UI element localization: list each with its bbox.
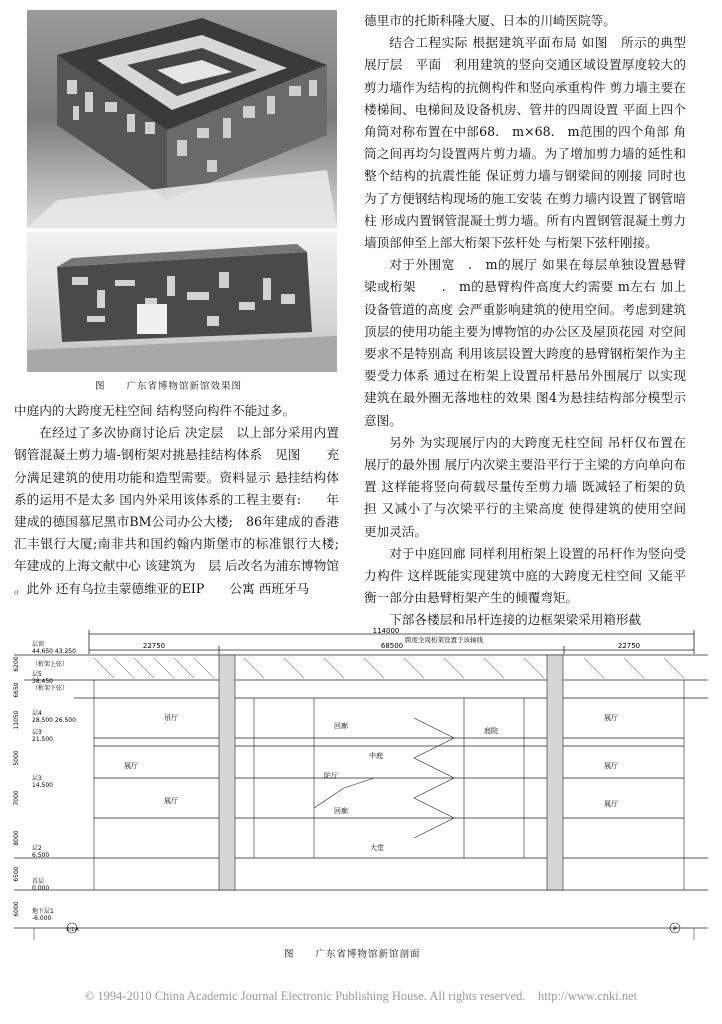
- figure1-caption: 图 广东省博物馆新馆效果图: [95, 381, 243, 392]
- left-paragraph: 中庭内的大跨度无柱空间 结构竖向构件不能过多。: [14, 403, 296, 418]
- level-name: 层2: [32, 845, 42, 852]
- level-elev: 38.450: [32, 678, 53, 685]
- room-label: 展厅: [604, 714, 618, 722]
- figure2-caption: 图 广东省博物馆新馆剖面: [284, 949, 421, 960]
- level-elev: 14.500: [32, 782, 53, 789]
- left-paragraph: 在经过了多次协商讨论后 决定层 以上部分采用内置钢管混凝土剪力墙-钢桁架对挑悬挂结构体系 见图 充分满足建筑的使用功能和造型需要。资料显示 悬挂结构体系的运用不是太多 国内外采用该体系的工程主要有: 年建成的德国慕尼黑市BM公司办公大楼; 86年建成的香港汇丰银行大厦;南非共和国约翰内斯堡市的标准银行大楼; 年建成的上海文献中心 该建筑为 层 后改名为浦东博物馆 。此外 还有乌拉圭蒙德维亚的EIP 公寓 西班牙马: [14, 425, 365, 596]
- room-label: 展厅: [124, 762, 138, 770]
- level-name: 层4: [32, 710, 42, 717]
- left-dim: 5000: [13, 750, 20, 766]
- room-label: 大堂: [370, 844, 384, 852]
- rendering-aerial-image: [27, 10, 337, 228]
- rendering-elevation-image: [27, 232, 337, 372]
- room-label: 展厅: [604, 800, 618, 808]
- level-name: （桁架上弦）: [32, 661, 69, 668]
- level-name: 层5: [32, 671, 42, 678]
- grid-left-label: ①①A: [65, 927, 79, 933]
- level-elev: 6.500: [32, 852, 50, 859]
- dim-total: 114000: [372, 627, 400, 635]
- right-paragraph: 结合工程实际 根据建筑平面布局 如图 所示的典型展厅层 平面 利用建筑的竖向交通区域设置厚度较大的剪力墙作为结构的抗侧构件和竖向承重构件 剪力墙主要在楼梯间、电梯间及设备机房、管井的四周设置 平面上四个角筒对称布置在中部68. m×68. m范围的四个角部 角筒之间再均匀设置两片剪力墙。为了增加剪力墙的延性和整个结构的抗震性能 保证剪力墙与钢梁间的刚接 同时也为了方便钢结构现场的施工安装 在剪力墙内设置了钢管暗柱 形成内置钢管混凝土剪力墙。所有内置钢管混凝土剪力墙顶部伸至上部大桁架下弦杆处 与桁架下弦杆刚接。: [364, 35, 686, 251]
- room-label: 庭院: [484, 727, 498, 735]
- room-label: 中庭: [369, 752, 383, 760]
- left-dim: 6000: [13, 901, 20, 917]
- left-dim: 11050: [13, 710, 20, 730]
- room-label: 回廊: [334, 807, 348, 815]
- room-label: 展厅: [164, 797, 178, 805]
- room-label: 吊厅: [164, 714, 178, 722]
- level-elev: 28.500 26.500: [32, 717, 76, 724]
- room-label: 陀厅: [324, 772, 338, 780]
- level-elev: 0.000: [32, 885, 50, 892]
- left-dim: 6650: [13, 682, 20, 698]
- room-label: 回廊: [334, 722, 348, 730]
- left-dim: 7000: [13, 790, 20, 806]
- level-name: 首层: [32, 878, 45, 885]
- dim-left: 22750: [142, 642, 166, 650]
- grid-right-label: P: [673, 925, 677, 933]
- truss-label: 跨度全周桁架设置于该轴线: [405, 636, 483, 644]
- right-paragraph: 另外 为实现展厅内的大跨度无柱空间 吊杆仅布置在展厅的最外围 展厅内次梁主要沿平行于主梁的方向单向布置 这样能将竖向荷载尽量传至剪力墙 既减轻了桁架的负担 又减小了与次梁平行的主梁高度 使得建筑的使用空间更加灵活。: [364, 434, 686, 539]
- left-dim: 8000: [13, 830, 20, 846]
- level-elev: 44.650 43.250: [32, 648, 76, 655]
- level-name: 层顶: [32, 641, 45, 648]
- room-label: 展厅: [604, 762, 618, 770]
- museum-section-drawing: [14, 628, 708, 933]
- right-paragraph: 对于外围宽 . m的展厅 如果在每层单独设置悬臂梁或桁架 . m的悬臂构件高度大约需要 m左右 加上设备管道的高度 会严重影响建筑的使用空间。考虑到建筑顶层的使用功能主要为博物馆的办公区及屋顶花园 对空间要求不是特别高 利用该层设置大跨度的悬臂钢桁架作为主要受力体系 通过在桁架上设置吊杆悬吊外围展厅 以实现建筑在最外圈无落地柱的效果 图4为悬挂结构部分模型示意图。: [364, 257, 686, 428]
- right-paragraph: 下部各楼层和吊杆连接的边框架梁采用箱形截: [389, 612, 642, 628]
- museum-rendering-figure: [27, 10, 337, 370]
- copyright-footer: © 1994-2010 China Academic Journal Electronic Publishing House. All rights reserved. http://www.cnki.net: [84, 989, 638, 1003]
- right-paragraph: 对于中庭回廊 同样利用桁架上设置的吊杆作为竖向受力构件 这样既能实现建筑中庭的大跨度无柱空间 又能平衡一部分由悬臂桁架产生的倾覆弯矩。: [364, 545, 686, 606]
- level-elev: -6.000: [32, 915, 52, 922]
- level-name: （桁架下弦）: [32, 685, 69, 692]
- right-paragraph: 德里市的托斯科隆大厦、日本的川崎医院等。: [364, 13, 616, 28]
- left-dim: 6500: [13, 866, 20, 882]
- dim-right: 22750: [617, 642, 641, 650]
- right-text-column: [364, 10, 686, 632]
- left-dim: 6200: [13, 656, 20, 672]
- level-elev: 21.500: [32, 736, 53, 743]
- level-name: 层3: [32, 775, 42, 782]
- left-text-column: [14, 400, 365, 600]
- level-name: 地下层1: [32, 908, 54, 915]
- dim-middle: 68500: [380, 642, 404, 650]
- level-name: 层3: [32, 729, 42, 736]
